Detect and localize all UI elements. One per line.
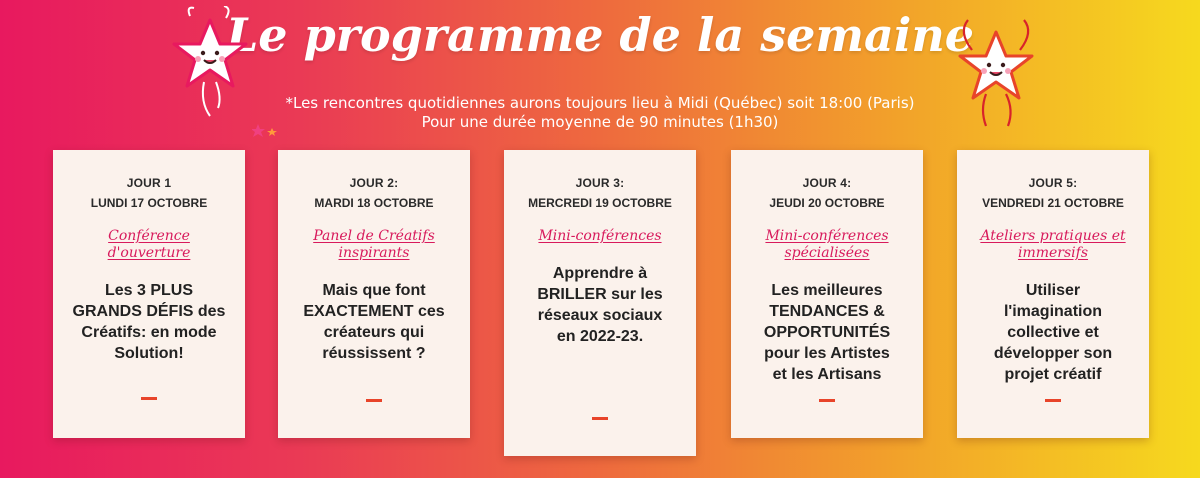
day-label: JOUR 2: <box>349 176 399 190</box>
session-description: Apprendre à BRILLER sur les réseaux sociaux en 2022-23. <box>537 265 663 345</box>
day-date: MARDI 18 OCTOBRE <box>314 196 434 210</box>
day-label: JOUR 1 <box>126 176 172 190</box>
session-description: Les 3 PLUS GRANDS DÉFIS des Créatifs: en mode Solution! <box>72 282 226 362</box>
schedule-note-line-2: Pour une durée moyenne de 90 minutes (1h30) <box>421 113 779 131</box>
divider-dash <box>819 399 835 402</box>
session-category: Mini-conférences <box>538 228 662 244</box>
divider-dash <box>1045 399 1061 402</box>
divider-dash <box>141 397 157 400</box>
day-card-5 <box>957 150 1149 438</box>
session-description: Les meilleures TENDANCES & OPPORTUNITÉS pour les Artistes et les Artisans <box>763 282 891 383</box>
day-date: JEUDI 20 OCTOBRE <box>769 196 885 210</box>
schedule-note-line-1: *Les rencontres quotidiennes aurons toujours lieu à Midi (Québec) soit 18:00 (Paris) <box>285 94 915 112</box>
day-date: VENDREDI 21 OCTOBRE <box>982 196 1124 210</box>
day-card-1 <box>53 150 245 438</box>
day-label: JOUR 3: <box>575 176 625 190</box>
divider-dash <box>366 399 382 402</box>
session-category: Mini-conférences spécialisées <box>765 228 889 261</box>
day-card-3 <box>504 150 696 456</box>
day-card-4 <box>731 150 923 438</box>
session-description: Mais que font EXACTEMENT ces créateurs qui réussissent ? <box>303 282 445 362</box>
session-category: Conférence d'ouverture <box>107 228 191 261</box>
session-category: Panel de Créatifs inspirants <box>313 228 435 261</box>
session-category: Ateliers pratiques et immersifs <box>980 228 1126 261</box>
session-description: Utiliser l'imagination collective et développer son projet créatif <box>993 282 1113 383</box>
day-date: MERCREDI 19 OCTOBRE <box>528 196 672 210</box>
divider-dash <box>592 417 608 420</box>
day-label: JOUR 5: <box>1028 176 1078 190</box>
day-card-2 <box>278 150 470 438</box>
page-title: Le programme de la semaine <box>225 8 975 62</box>
day-date: LUNDI 17 OCTOBRE <box>90 196 208 210</box>
day-label: JOUR 4: <box>802 176 852 190</box>
